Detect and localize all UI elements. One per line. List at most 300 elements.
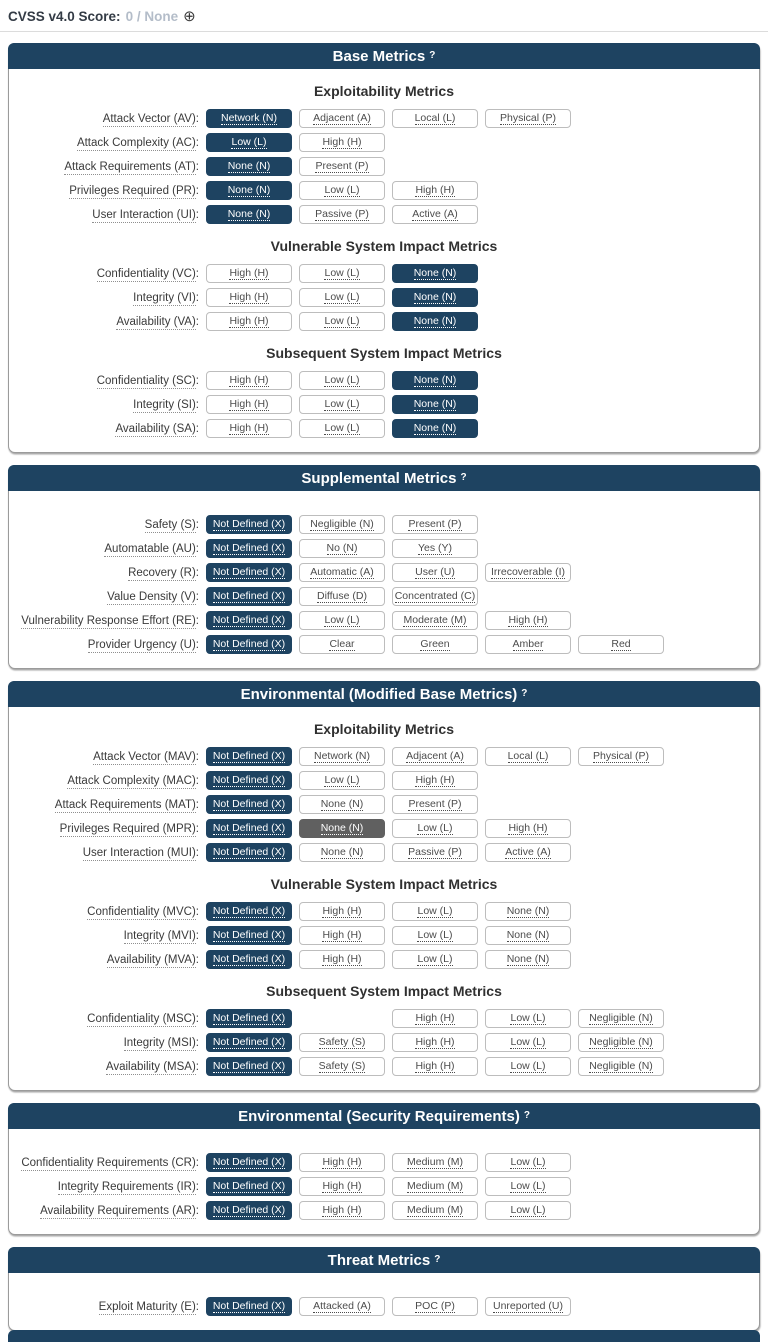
option-mac-high-h[interactable] [392, 771, 478, 790]
option-mvc-high-h[interactable] [299, 902, 385, 921]
option-vc-high-h[interactable] [206, 264, 292, 283]
option-r-automatic-a[interactable] [299, 563, 385, 582]
option-label: Present (P) [315, 159, 369, 172]
option-label: Safety (S) [318, 1035, 366, 1048]
metric-rows [9, 1153, 759, 1220]
option-label: Present (P) [408, 517, 462, 530]
group-heading-subsequent-system-impact-metrics: Subsequent System Impact Metrics [266, 983, 502, 999]
option-s-not-defined-x[interactable] [206, 515, 292, 534]
option-ir-low-l[interactable] [485, 1177, 571, 1196]
option-label: Low (L) [231, 135, 267, 148]
metric-label-cell: Integrity (VI): [133, 291, 199, 304]
metric-row-AT [9, 157, 759, 176]
option-v-concentrated-c[interactable] [392, 587, 478, 606]
option-group-CR [206, 1153, 578, 1172]
option-label: POC (P) [415, 1299, 455, 1312]
option-msa-not-defined-x[interactable] [206, 1057, 292, 1076]
option-msi-negligible-n[interactable] [578, 1033, 664, 1052]
option-mav-not-defined-x[interactable] [206, 747, 292, 766]
clipped-next-section-header [8, 1330, 760, 1342]
option-label: High (H) [229, 266, 269, 279]
section-title: Threat Metrics [327, 1251, 431, 1269]
option-label: Network (N) [313, 749, 370, 762]
option-ac-high-h[interactable] [299, 133, 385, 152]
option-mpr-none-n[interactable] [299, 819, 385, 838]
help-link[interactable]: ? [523, 1109, 530, 1121]
metric-label-cell: Vulnerability Response Effort (RE): [21, 614, 199, 627]
option-group-UI [206, 205, 485, 224]
group-heading-subsequent-system-impact-metrics: Subsequent System Impact Metrics [266, 345, 502, 361]
option-mui-not-defined-x[interactable] [206, 843, 292, 862]
option-label: Medium (M) [406, 1179, 463, 1192]
option-group-E [206, 1297, 578, 1316]
option-cr-high-h[interactable] [299, 1153, 385, 1172]
option-label: High (H) [322, 1179, 362, 1192]
option-label: Low (L) [510, 1155, 546, 1168]
metric-label-pr: Privileges Required (PR) [69, 184, 196, 197]
metric-label-vi: Integrity (VI) [133, 291, 196, 304]
option-group-MVC [206, 902, 578, 921]
section-env-modified-base [8, 681, 760, 1091]
option-vi-none-n[interactable] [392, 288, 478, 307]
option-mvc-none-n[interactable] [485, 902, 571, 921]
option-vc-low-l[interactable] [299, 264, 385, 283]
metric-label-cell: Confidentiality (VC): [96, 267, 199, 280]
option-group-MUI [206, 843, 578, 862]
option-label: Low (L) [324, 613, 360, 626]
option-mat-none-n[interactable] [299, 795, 385, 814]
option-au-not-defined-x[interactable] [206, 539, 292, 558]
metric-label-mvi: Integrity (MVI) [123, 929, 196, 942]
option-msa-low-l[interactable] [485, 1057, 571, 1076]
option-mvi-not-defined-x[interactable] [206, 926, 292, 945]
score-expand-plus-circle-icon[interactable]: ⊕ [183, 8, 196, 25]
metric-label-cell: Privileges Required (MPR): [59, 822, 199, 835]
option-label: Red [611, 637, 631, 650]
option-group-R [206, 563, 578, 582]
metric-label-cell: Attack Complexity (MAC): [67, 774, 199, 787]
option-mvc-low-l[interactable] [392, 902, 478, 921]
option-mac-not-defined-x[interactable] [206, 771, 292, 790]
group-heading-vulnerable-system-impact-metrics: Vulnerable System Impact Metrics [270, 238, 498, 254]
option-label: None (N) [413, 373, 457, 386]
option-group-MAV [206, 747, 671, 766]
metric-row-MUI [9, 843, 759, 862]
option-group-SA [206, 419, 485, 438]
option-label: High (H) [322, 928, 362, 941]
section-header-threat [8, 1247, 760, 1273]
option-mat-not-defined-x[interactable] [206, 795, 292, 814]
score-value: 0 / None [125, 9, 179, 24]
option-label: Negligible (N) [589, 1059, 653, 1072]
metric-row-AC [9, 133, 759, 152]
section-env-security-requirements [8, 1103, 760, 1235]
metric-row-AU [9, 539, 759, 558]
option-label: High (H) [415, 1011, 455, 1024]
metric-row-MVI [9, 926, 759, 945]
option-label: Physical (P) [499, 111, 556, 124]
option-label: Not Defined (X) [212, 517, 286, 530]
metric-rows [9, 109, 759, 224]
option-group-VA [206, 312, 485, 331]
metric-label-mat: Attack Requirements (MAT) [54, 798, 196, 811]
option-v-diffuse-d[interactable] [299, 587, 385, 606]
metric-label-mpr: Privileges Required (MPR) [59, 822, 196, 835]
option-cr-not-defined-x[interactable] [206, 1153, 292, 1172]
metric-label-mva: Availability (MVA) [106, 953, 196, 966]
option-group-VI [206, 288, 485, 307]
metric-label-cell: Automatable (AU): [104, 542, 199, 555]
section-base [8, 43, 760, 453]
option-label: Not Defined (X) [212, 1179, 286, 1192]
option-label: Low (L) [324, 773, 360, 786]
option-mpr-not-defined-x[interactable] [206, 819, 292, 838]
option-label: Not Defined (X) [212, 565, 286, 578]
option-label: Network (N) [220, 111, 277, 124]
option-label: Not Defined (X) [212, 952, 286, 965]
option-s-negligible-n[interactable] [299, 515, 385, 534]
section-header-env-modified-base [8, 681, 760, 707]
option-v-not-defined-x[interactable] [206, 587, 292, 606]
option-at-none-n[interactable] [206, 157, 292, 176]
option-u-clear[interactable] [299, 635, 385, 654]
option-label: Not Defined (X) [212, 1299, 286, 1312]
help-link[interactable]: ? [429, 49, 436, 61]
option-label: Low (L) [510, 1203, 546, 1216]
option-u-green[interactable] [392, 635, 478, 654]
metric-label-ar: Availability Requirements (AR) [40, 1204, 196, 1217]
option-mva-none-n[interactable] [485, 950, 571, 969]
option-ir-not-defined-x[interactable] [206, 1177, 292, 1196]
metric-rows [9, 371, 759, 438]
option-e-unreported-u[interactable] [485, 1297, 571, 1316]
option-mui-passive-p[interactable] [392, 843, 478, 862]
option-av-physical-p[interactable] [485, 109, 571, 128]
option-av-local-l[interactable] [392, 109, 478, 128]
option-label: High (H) [229, 397, 269, 410]
option-sc-none-n[interactable] [392, 371, 478, 390]
metric-label-cell: User Interaction (UI): [92, 208, 199, 221]
option-va-none-n[interactable] [392, 312, 478, 331]
option-label: Low (L) [417, 904, 453, 917]
option-ui-passive-p[interactable] [299, 205, 385, 224]
option-mva-not-defined-x[interactable] [206, 950, 292, 969]
option-mac-low-l[interactable] [299, 771, 385, 790]
metric-label-cell: Attack Vector (AV): [102, 112, 199, 125]
option-label: User (U) [415, 565, 455, 578]
metric-label-cell: Availability Requirements (AR): [40, 1204, 199, 1217]
option-label: Low (L) [324, 314, 360, 327]
option-group-VC [206, 264, 485, 283]
metric-row-SA [9, 419, 759, 438]
option-group-RE [206, 611, 578, 630]
option-label: High (H) [415, 773, 455, 786]
metric-row-MVC [9, 902, 759, 921]
option-va-low-l[interactable] [299, 312, 385, 331]
option-label: High (H) [508, 821, 548, 834]
option-label: Not Defined (X) [212, 904, 286, 917]
option-re-high-h[interactable] [485, 611, 571, 630]
option-msc-low-l[interactable] [485, 1009, 571, 1028]
section-title: Environmental (Security Requirements) [238, 1107, 520, 1125]
option-vc-none-n[interactable] [392, 264, 478, 283]
metric-rows [9, 264, 759, 331]
metric-label-cell: Confidentiality (MVC): [87, 905, 199, 918]
metric-label-r: Recovery (R) [128, 566, 196, 579]
metric-row-MSA [9, 1057, 759, 1076]
option-av-adjacent-a[interactable] [299, 109, 385, 128]
option-ui-none-n[interactable] [206, 205, 292, 224]
option-label: Not Defined (X) [212, 589, 286, 602]
metric-rows [9, 747, 759, 862]
option-va-high-h[interactable] [206, 312, 292, 331]
option-label: None (N) [506, 952, 550, 965]
option-label: Low (L) [324, 290, 360, 303]
option-label: Not Defined (X) [212, 1059, 286, 1072]
option-group-PR [206, 181, 485, 200]
option-group-MAT [206, 795, 485, 814]
option-mva-low-l[interactable] [392, 950, 478, 969]
option-pr-low-l[interactable] [299, 181, 385, 200]
option-si-low-l[interactable] [299, 395, 385, 414]
option-group-AC [206, 133, 392, 152]
option-mva-high-h[interactable] [299, 950, 385, 969]
option-av-network-n[interactable] [206, 109, 292, 128]
option-mvi-low-l[interactable] [392, 926, 478, 945]
option-msi-low-l[interactable] [485, 1033, 571, 1052]
option-label: Irrecoverable (I) [490, 565, 566, 578]
metric-label-vc: Confidentiality (VC) [96, 267, 196, 280]
option-label: Not Defined (X) [212, 637, 286, 650]
option-mat-present-p[interactable] [392, 795, 478, 814]
option-label: Not Defined (X) [212, 821, 286, 834]
option-label: Low (L) [510, 1179, 546, 1192]
option-sa-high-h[interactable] [206, 419, 292, 438]
option-vi-low-l[interactable] [299, 288, 385, 307]
metric-rows [9, 515, 759, 654]
option-sc-high-h[interactable] [206, 371, 292, 390]
metric-label-ac: Attack Complexity (AC) [76, 136, 196, 149]
option-label: Local (L) [507, 749, 549, 762]
score-label: CVSS v4.0 Score: [8, 9, 121, 24]
option-label: Low (L) [417, 821, 453, 834]
option-re-low-l[interactable] [299, 611, 385, 630]
option-e-poc-p[interactable] [392, 1297, 478, 1316]
option-mpr-high-h[interactable] [485, 819, 571, 838]
option-msi-high-h[interactable] [392, 1033, 478, 1052]
option-ar-low-l[interactable] [485, 1201, 571, 1220]
help-link[interactable]: ? [434, 1253, 441, 1265]
option-mvi-none-n[interactable] [485, 926, 571, 945]
option-msc-negligible-n[interactable] [578, 1009, 664, 1028]
option-label: Not Defined (X) [212, 541, 286, 554]
option-mav-physical-p[interactable] [578, 747, 664, 766]
option-label: Not Defined (X) [212, 773, 286, 786]
option-mui-none-n[interactable] [299, 843, 385, 862]
option-cr-low-l[interactable] [485, 1153, 571, 1172]
option-label: Passive (P) [408, 845, 462, 858]
metric-row-MAC [9, 771, 759, 790]
metric-row-U [9, 635, 759, 654]
section-header-base [8, 43, 760, 69]
option-mpr-low-l[interactable] [392, 819, 478, 838]
metric-label-cell: Recovery (R): [128, 566, 199, 579]
option-vi-high-h[interactable] [206, 288, 292, 307]
option-label: None (N) [506, 904, 550, 917]
option-label: High (H) [322, 1203, 362, 1216]
option-re-moderate-m[interactable] [392, 611, 478, 630]
metric-label-cell: User Interaction (MUI): [82, 846, 199, 859]
option-mui-active-a[interactable] [485, 843, 571, 862]
option-au-no-n[interactable] [299, 539, 385, 558]
option-mav-local-l[interactable] [485, 747, 571, 766]
option-s-present-p[interactable] [392, 515, 478, 534]
option-label: Not Defined (X) [212, 749, 286, 762]
option-si-none-n[interactable] [392, 395, 478, 414]
option-si-high-h[interactable] [206, 395, 292, 414]
help-link[interactable]: ? [521, 687, 528, 699]
option-label: Negligible (N) [589, 1011, 653, 1024]
section-supplemental [8, 465, 760, 669]
metric-label-at: Attack Requirements (AT) [64, 160, 196, 173]
metric-label-cell: Integrity (SI): [133, 398, 199, 411]
metric-label-mac: Attack Complexity (MAC) [67, 774, 196, 787]
option-msi-not-defined-x[interactable] [206, 1033, 292, 1052]
option-sa-none-n[interactable] [392, 419, 478, 438]
option-sc-low-l[interactable] [299, 371, 385, 390]
option-label: Safety (S) [318, 1059, 366, 1072]
group-heading-exploitability-metrics: Exploitability Metrics [313, 83, 455, 99]
option-msi-safety-s[interactable] [299, 1033, 385, 1052]
option-group-MSI [206, 1033, 671, 1052]
option-label: None (N) [227, 159, 271, 172]
option-au-yes-y[interactable] [392, 539, 478, 558]
option-msc-not-defined-x[interactable] [206, 1009, 292, 1028]
metric-label-cell: Confidentiality Requirements (CR): [21, 1156, 199, 1169]
metric-label-cell: Confidentiality (SC): [96, 374, 199, 387]
score-bar [0, 0, 768, 32]
option-msa-high-h[interactable] [392, 1057, 478, 1076]
option-label: Medium (M) [406, 1155, 463, 1168]
option-label: Active (A) [505, 845, 551, 858]
option-cr-medium-m[interactable] [392, 1153, 478, 1172]
metric-label-cell: Integrity (MSI): [123, 1036, 199, 1049]
option-mav-network-n[interactable] [299, 747, 385, 766]
option-group-MSA [206, 1057, 671, 1076]
metric-label-cell: Privileges Required (PR): [69, 184, 199, 197]
metric-label-msa: Availability (MSA) [105, 1060, 196, 1073]
metric-label-s: Safety (S) [144, 518, 196, 531]
metric-label-mui: User Interaction (MUI) [82, 846, 196, 859]
option-label: High (H) [415, 1035, 455, 1048]
group-heading-exploitability-metrics: Exploitability Metrics [313, 721, 455, 737]
option-ui-active-a[interactable] [392, 205, 478, 224]
metric-row-VC [9, 264, 759, 283]
option-label: Present (P) [408, 797, 462, 810]
option-label: Low (L) [417, 952, 453, 965]
option-label: Active (A) [412, 207, 458, 220]
metric-rows [9, 902, 759, 969]
option-e-not-defined-x[interactable] [206, 1297, 292, 1316]
metric-row-SI [9, 395, 759, 414]
option-pr-none-n[interactable] [206, 181, 292, 200]
option-r-irrecoverable-i[interactable] [485, 563, 571, 582]
option-r-not-defined-x[interactable] [206, 563, 292, 582]
option-mvi-high-h[interactable] [299, 926, 385, 945]
option-label: Not Defined (X) [212, 1155, 286, 1168]
option-label: None (N) [227, 183, 271, 196]
option-label: None (N) [506, 928, 550, 941]
option-pr-high-h[interactable] [392, 181, 478, 200]
option-msc-high-h[interactable] [392, 1009, 478, 1028]
option-group-U [206, 635, 671, 654]
metric-row-RE [9, 611, 759, 630]
metric-row-VI [9, 288, 759, 307]
metric-label-u: Provider Urgency (U) [87, 638, 196, 651]
metric-label-cell: Attack Requirements (MAT): [54, 798, 199, 811]
metric-row-MSC [9, 1009, 759, 1028]
option-mav-adjacent-a[interactable] [392, 747, 478, 766]
option-re-not-defined-x[interactable] [206, 611, 292, 630]
option-ac-low-l[interactable] [206, 133, 292, 152]
option-label: None (N) [320, 845, 364, 858]
metric-rows [9, 1297, 759, 1316]
option-sa-low-l[interactable] [299, 419, 385, 438]
metric-label-cell: Safety (S): [144, 518, 199, 531]
metric-label-sc: Confidentiality (SC) [96, 374, 196, 387]
option-label: High (H) [322, 952, 362, 965]
metric-label-ir: Integrity Requirements (IR) [57, 1180, 196, 1193]
option-mvc-not-defined-x[interactable] [206, 902, 292, 921]
metric-label-av: Attack Vector (AV) [102, 112, 196, 125]
option-ar-high-h[interactable] [299, 1201, 385, 1220]
option-group-MVI [206, 926, 578, 945]
option-msa-safety-s[interactable] [299, 1057, 385, 1076]
metric-rows [9, 1009, 759, 1076]
option-ar-not-defined-x[interactable] [206, 1201, 292, 1220]
option-label: Diffuse (D) [317, 589, 367, 602]
metric-label-cell: Availability (MSA): [105, 1060, 199, 1073]
metric-label-si: Integrity (SI) [133, 398, 196, 411]
option-ar-medium-m[interactable] [392, 1201, 478, 1220]
option-label: Not Defined (X) [212, 797, 286, 810]
metric-label-cell: Availability (VA): [116, 315, 199, 328]
metric-label-cell: Confidentiality (MSC): [87, 1012, 199, 1025]
metric-label-cell: Availability (SA): [115, 422, 199, 435]
option-label: High (H) [229, 421, 269, 434]
option-label: Low (L) [417, 928, 453, 941]
option-u-not-defined-x[interactable] [206, 635, 292, 654]
option-label: Not Defined (X) [212, 845, 286, 858]
help-link[interactable]: ? [460, 471, 467, 483]
option-label: Medium (M) [406, 1203, 463, 1216]
option-e-attacked-a[interactable] [299, 1297, 385, 1316]
option-label: Concentrated (C) [394, 589, 476, 602]
option-at-present-p[interactable] [299, 157, 385, 176]
metric-row-R [9, 563, 759, 582]
metric-label-sa: Availability (SA) [115, 422, 196, 435]
option-r-user-u[interactable] [392, 563, 478, 582]
metric-label-va: Availability (VA) [116, 315, 196, 328]
option-ir-high-h[interactable] [299, 1177, 385, 1196]
option-label: High (H) [229, 373, 269, 386]
option-ir-medium-m[interactable] [392, 1177, 478, 1196]
option-u-amber[interactable] [485, 635, 571, 654]
option-u-red[interactable] [578, 635, 664, 654]
option-msa-negligible-n[interactable] [578, 1057, 664, 1076]
option-label: Low (L) [324, 183, 360, 196]
option-label: Green [420, 637, 450, 650]
